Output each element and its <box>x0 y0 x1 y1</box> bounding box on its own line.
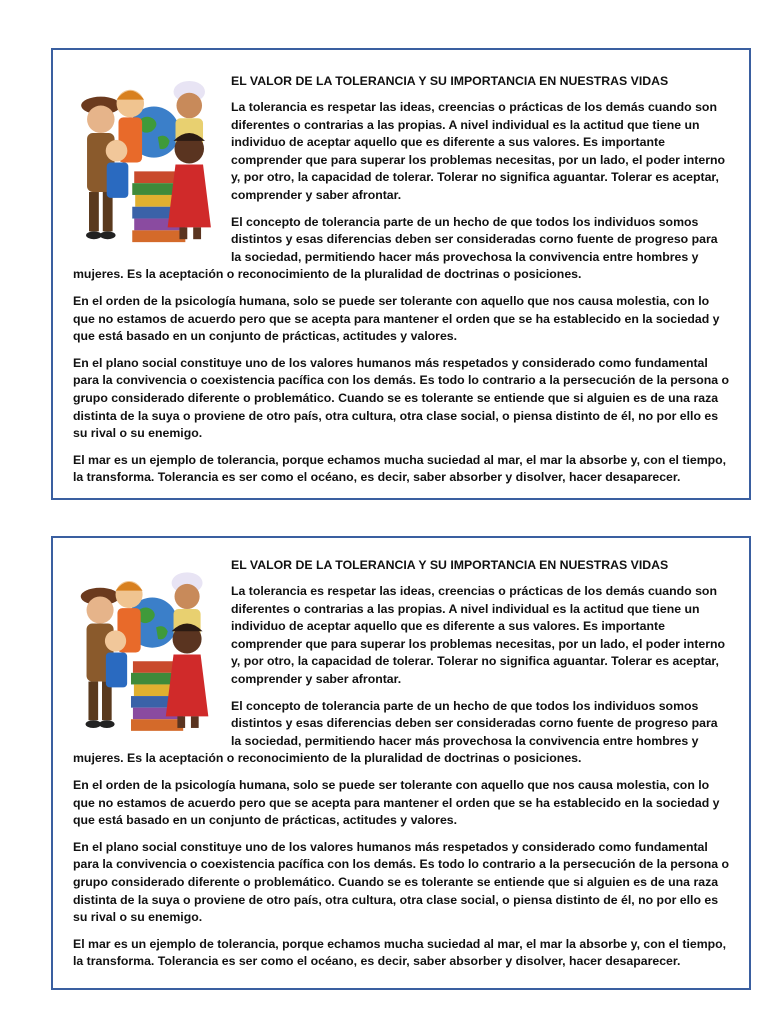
document-card-2 <box>51 536 751 990</box>
paragraph-1: La tolerancia es respetar las ideas, creencias o prácticas de los demás cuando son diferentes o contrarias a las propias. A nivel individual es la actitud que tiene un individuo de aceptar aquello que es diferente a sus valores. Es importante comprender que para superar los problemas necesitas, por un lado, el poder interno y, por otro, la capacidad de tolerar. Tolerar no significa aguantar. Tolerar es aceptar, comprender y saber afrontar. <box>231 584 726 686</box>
children-globe-icon <box>73 564 218 744</box>
paragraph-3: En el orden de la psicología humana, solo se puede ser tolerante con aquello que nos causa molestia, con lo que no estamos de acuerdo pero que se acepta para mantener el orden que se ha establecido en la sociedad y que está basado en un conjunto de prácticas, actitudes y valores. <box>73 777 720 828</box>
children-globe-icon <box>73 78 221 250</box>
paragraph-5: El mar es un ejemplo de tolerancia, porque echamos mucha suciedad al mar, el mar la absorbe y, con el tiempo, la transforma. Tolerancia es ser como el océano, es decir, saber absorber y disolver, hacer desaparecer. <box>73 452 727 485</box>
paragraph-1: La tolerancia es respetar las ideas, creencias o prácticas de los demás cuando son diferentes o contrarias a las propias. A nivel individual es la actitud que tiene un individuo de aceptar aquello que es diferente a sus valores. Es importante comprender que para superar los problemas necesitas, por un lado, el poder interno y, por otro, la capacidad de tolerar. Tolerar no significa aguantar. Tolerar es aceptar, comprender y saber afrontar. <box>231 100 726 202</box>
paragraph-2: El concepto de tolerancia parte de un hecho de que todos los individuos somos distintos y esas diferencias deben ser consideradas corno fuente de progreso para la sociedad, permitiendo hacer más provechosa la convivencia entre hombres y mujeres. Es la aceptación o reconocimiento de la pluralidad de doctrinas o posiciones. <box>73 214 718 282</box>
paragraph-4: En el plano social constituye uno de los valores humanos más respetados y considerado como fundamental para la convivencia o coexistencia pacífica con los demás. Es todo lo contrario a la persecución de la persona o grupo considerado diferente o problemático. Cuando se es tolerante se entiende que si alguien es de una raza distinta de la suya o proviene de otro país, otra cultura, otra clase social, o piensa distinto de él, no por ello es su rival o su enemigo. <box>73 355 730 441</box>
paragraph-2: El concepto de tolerancia parte de un hecho de que todos los individuos somos distintos y esas diferencias deben ser consideradas corno fuente de progreso para la sociedad, permitiendo hacer más provechosa la convivencia entre hombres y mujeres. Es la aceptación o reconocimiento de la pluralidad de doctrinas o posiciones. <box>73 698 718 766</box>
card-content <box>73 558 731 971</box>
paragraph-5: El mar es un ejemplo de tolerancia, porque echamos mucha suciedad al mar, el mar la absorbe y, con el tiempo, la transforma. Tolerancia es ser como el océano, es decir, saber absorber y disolver, hacer desaparecer. <box>73 936 727 969</box>
card-title: EL VALOR DE LA TOLERANCIA Y SU IMPORTANCIA EN NUESTRAS VIDAS <box>231 558 669 572</box>
card-title: EL VALOR DE LA TOLERANCIA Y SU IMPORTANCIA EN NUESTRAS VIDAS <box>231 74 669 88</box>
card-content <box>73 74 731 487</box>
children-holding-globe-illustration <box>73 78 221 250</box>
children-holding-globe-illustration <box>73 564 218 744</box>
paragraph-3: En el orden de la psicología humana, solo se puede ser tolerante con aquello que nos causa molestia, con lo que no estamos de acuerdo pero que se acepta para mantener el orden que se ha establecido en la sociedad y que está basado en un conjunto de prácticas, actitudes y valores. <box>73 293 720 344</box>
document-card-1 <box>51 48 751 500</box>
paragraph-4: En el plano social constituye uno de los valores humanos más respetados y considerado como fundamental para la convivencia o coexistencia pacífica con los demás. Es todo lo contrario a la persecución de la persona o grupo considerado diferente o problemático. Cuando se es tolerante se entiende que si alguien es de una raza distinta de la suya o proviene de otro país, otra cultura, otra clase social, o piensa distinto de él, no por ello es su rival o su enemigo. <box>73 839 730 925</box>
